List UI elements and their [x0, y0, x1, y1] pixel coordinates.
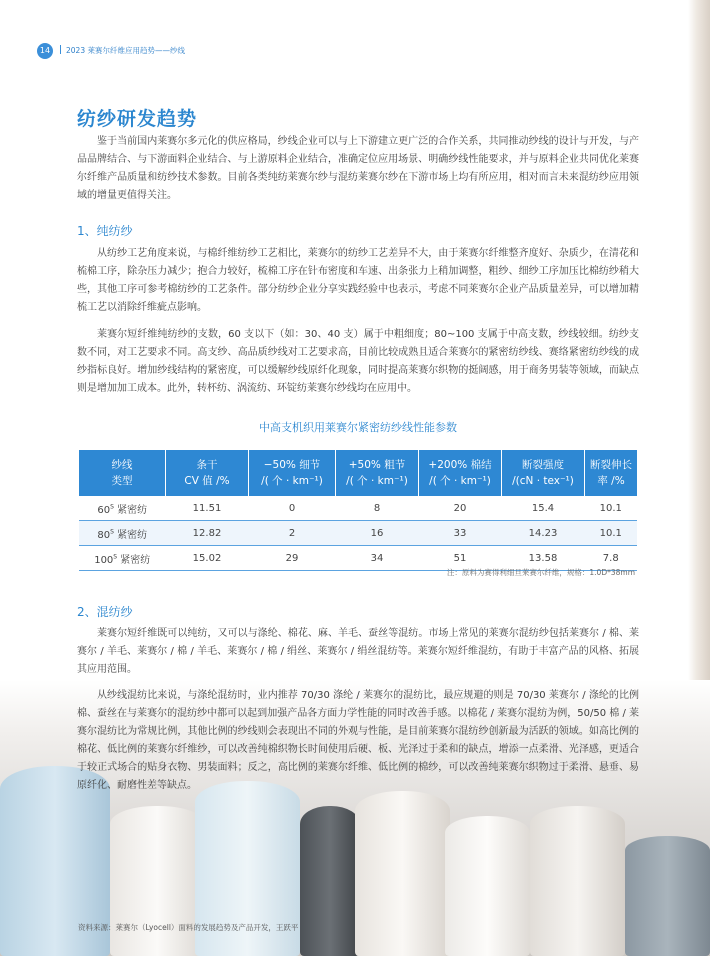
cell-yarn-type: $80^S$ 紧密纺 — [79, 521, 166, 546]
yarn-cone-image — [625, 836, 710, 956]
cell-thick: 34 — [336, 546, 419, 571]
pure-spun-paragraph-1: 从纺纱工艺角度来说，与棉纤维纺纱工艺相比，莱赛尔的纺纱工艺差异不大，由于莱赛尔纤维整齐度好、杂质少，在清花和梳棉工序，除杂压力减少；抱合力较好，梳棉工序在针布密度和车速、出条张力上稍加调整，粗纱、细纱工序加压比棉纺纱稍大些，其他工序可参考棉纺纱的工艺条件。部分纺纱企业分享实践经验中也表示，考虑不同莱赛尔企业产品质量差异，可以增加精梳工艺以消除纤维疵点影响。 — [77, 248, 639, 313]
cell-neps: 51 — [419, 546, 502, 571]
table-row — [79, 496, 637, 521]
blended-paragraph-2: 从纱线混纺比来说，与涤纶混纺时，业内推荐 70/30 涤纶 / 莱赛尔的混纺比，最应规避的则是 70/30 莱赛尔 / 涤纶的比例棉、蚕丝在与莱赛尔的混纺纱中都可以起到加强产品各方面力学性能的同时改善手感。以棉花 / 莱赛尔混纺为例，50/50 棉 / 莱赛尔混纺比为常规比例，其他比例的纱线则会表现出不同的外观与性能，是目前莱赛尔混纺纱创新最为活跃的领域。如高比例的棉花、低比例的莱赛尔纤维纱，可以改善纯棉织物长时间使用后硬、板、光泽过于柔和的缺点，增添一点柔滑、光泽感，更适合于较正式场合的贴身衣物、男装面料；反之，高比例的莱赛尔纤维、低比例的棉纱，可以改善纯莱赛尔织物过于柔滑、悬垂、易原纤化、耐磨性差等缺点。 — [77, 690, 639, 791]
running-head-divider — [60, 45, 61, 54]
header-cv: 条干 CV 值 /% — [166, 450, 249, 496]
cell-yarn-type: $60^S$ 紧密纺 — [79, 496, 166, 521]
yarn-performance-table — [79, 450, 637, 571]
page-number-badge: 14 — [37, 43, 53, 59]
header-tenacity: 断裂强度 /(cN · tex⁻¹) — [502, 450, 585, 496]
cell-thick: 16 — [336, 521, 419, 546]
cell-tenacity: 14.23 — [502, 521, 585, 546]
table-header-row — [79, 450, 637, 496]
cell-elongation: 10.1 — [585, 496, 638, 521]
pure-spun-paragraph-2: 莱赛尔短纤维纯纺纱的支数，60 支以下（如：30、40 支）属于中粗细度；80~100 支属于中高支数，纱线较细。纺纱支数不同，对工艺要求不同。高支纱、高品质纱线对工艺要求高，目前比较成熟且适合莱赛尔的紧密纺纱线、赛络紧密纺纱线的成纱指标良好。增加纱线结构的紧密度，可以缓解纱线原纤化现象，同时提高莱赛尔织物的挺阔感，用于商务男装等领域，而缺点则是增加加工成本。此外，转杯纺、涡流纺、环锭纺莱赛尔纱线均在应用中。 — [77, 329, 639, 394]
cell-neps: 20 — [419, 496, 502, 521]
cell-thin: 0 — [249, 496, 336, 521]
table-row — [79, 521, 637, 546]
yarn-cone-image — [300, 806, 360, 956]
subsection-heading-blended: 2、混纺纱 — [77, 605, 133, 619]
yarn-cone-image — [530, 806, 625, 956]
yarn-cone-image — [355, 791, 450, 956]
subsection-heading-pure-spun: 1、纯纺纱 — [77, 224, 133, 238]
cell-cv: 11.51 — [166, 496, 249, 521]
cell-cv: 12.82 — [166, 521, 249, 546]
cell-tenacity: 15.4 — [502, 496, 585, 521]
cell-yarn-type: $100^S$ 紧密纺 — [79, 546, 166, 571]
cell-elongation: 7.8 — [585, 546, 638, 571]
header-elongation: 断裂伸长率 /% — [585, 450, 638, 496]
header-thick-places: +50% 粗节 /( 个 · km⁻¹) — [336, 450, 419, 496]
cell-cv: 15.02 — [166, 546, 249, 571]
cell-thick: 8 — [336, 496, 419, 521]
source-credit: 资料来源：莱赛尔（Lyocell）面料的发展趋势及产品开发，王跃平 — [78, 923, 299, 932]
header-thin-places: −50% 细节 /( 个 · km⁻¹) — [249, 450, 336, 496]
cell-neps: 33 — [419, 521, 502, 546]
blended-paragraph-1: 莱赛尔短纤维既可以纯纺，又可以与涤纶、棉花、麻、羊毛、蚕丝等混纺。市场上常见的莱赛尔混纺纱包括莱赛尔 / 棉、莱赛尔 / 羊毛、莱赛尔 / 棉 / 羊毛、莱赛尔 / 棉 / 绢丝、莱赛尔 / 绢丝混纺等。莱赛尔短纤维混纺，有助于丰富产品的风格、拓展其应用范围。 — [77, 628, 639, 675]
running-head — [60, 45, 185, 56]
yarn-cone-image — [110, 806, 205, 956]
intro-paragraph: 鉴于当前国内莱赛尔多元化的供应格局，纱线企业可以与上下游建立更广泛的合作关系，共同推动纱线的设计与开发，与产品品牌结合、与下游面料企业结合、与上游原料企业结合，准确定位应用场景、明确纱线性能要求，并与原料企业共同优化莱赛尔纤维产品质量和纺纱技术参数。目前各类纯纺莱赛尔纱与混纺莱赛尔纱在下游市场上均有所应用，相对而言未来混纺纱应用领域的增量更值得关注。 — [77, 136, 639, 201]
table-title: 中高支机织用莱赛尔紧密纺纱线性能参数 — [259, 421, 457, 434]
cell-elongation: 10.1 — [585, 521, 638, 546]
header-yarn-type: 纱线 类型 — [79, 450, 166, 496]
cell-thin: 29 — [249, 546, 336, 571]
cell-tenacity: 13.58 — [502, 546, 585, 571]
table-note: 注：原料为赛得利细旦莱赛尔纤维，规格：1.0D*38mm — [446, 568, 635, 577]
section-title: 纺纱研发趋势 — [77, 108, 198, 130]
cell-thin: 2 — [249, 521, 336, 546]
yarn-cone-image — [445, 816, 530, 956]
header-neps: +200% 棉结 /( 个 · km⁻¹) — [419, 450, 502, 496]
running-head-title: 2023 莱赛尔纤维应用趋势——纱线 — [66, 46, 185, 55]
